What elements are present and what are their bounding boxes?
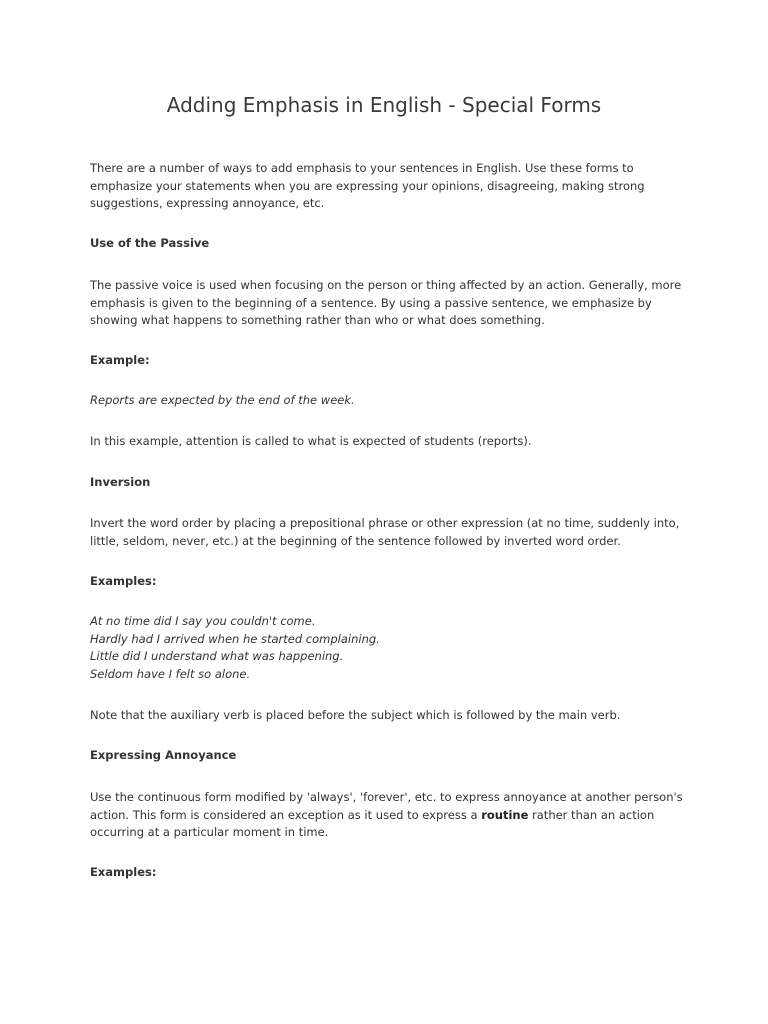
routine-emphasis: routine: [481, 807, 529, 822]
passive-line: showing what happens to something rather than who or what does something.: [90, 313, 545, 327]
inversion-paragraph: [90, 515, 690, 550]
inversion-note: Note that the auxiliary verb is placed before the subject which is followed by the main verb.: [90, 708, 621, 722]
inversion-heading: Inversion: [90, 475, 151, 489]
document-title: Adding Emphasis in English - Special Forms: [166, 93, 602, 117]
passive-example: Reports are expected by the end of the week.: [90, 393, 355, 407]
passive-line: The passive voice is used when focusing on the person or thing affected by an action. Generally, more: [90, 278, 682, 292]
intro-line: There are a number of ways to add emphasis to your sentences in English. Use these forms to: [90, 161, 634, 175]
annoyance-line: occurring at a particular moment in time.: [90, 825, 329, 839]
inversion-examples-heading: Examples:: [90, 574, 157, 588]
annoyance-line: [90, 807, 690, 825]
annoyance-paragraph: [90, 789, 690, 842]
example-sentence: Seldom have I felt so alone.: [90, 666, 251, 681]
example-sentence: At no time did I say you couldn't come.: [90, 614, 316, 628]
annoyance-examples-heading: Examples:: [90, 865, 157, 879]
annoyance-line-text: action. This form is considered an exception as it used to express a: [90, 807, 482, 822]
example-sentence: Little did I understand what was happening.: [90, 649, 344, 663]
passive-example-heading: Example:: [90, 353, 150, 367]
passive-paragraph: [90, 277, 690, 330]
passive-line: emphasis is given to the beginning of a sentence. By using a passive sentence, we emphasize by: [90, 295, 652, 310]
inversion-examples: [90, 613, 690, 683]
annoyance-line-text: rather than an action: [528, 807, 655, 822]
intro-line: emphasize your statements when you are expressing your opinions, disagreeing, making strong: [90, 178, 645, 193]
inversion-line: Invert the word order by placing a prepositional phrase or other expression (at no time, suddenly into,: [90, 516, 680, 530]
passive-note: In this example, attention is called to what is expected of students (reports).: [90, 434, 532, 448]
annoyance-heading: Expressing Annoyance: [90, 748, 237, 762]
intro-line: suggestions, expressing annoyance, etc.: [90, 196, 325, 210]
intro-paragraph: [90, 160, 690, 213]
inversion-line: little, seldom, never, etc.) at the beginning of the sentence followed by inverted word order.: [90, 533, 621, 548]
example-sentence: Hardly had I arrived when he started complaining.: [90, 631, 380, 646]
passive-heading: Use of the Passive: [90, 236, 210, 250]
annoyance-line: Use the continuous form modified by 'always', 'forever', etc. to express annoyance at another person's: [90, 790, 683, 804]
